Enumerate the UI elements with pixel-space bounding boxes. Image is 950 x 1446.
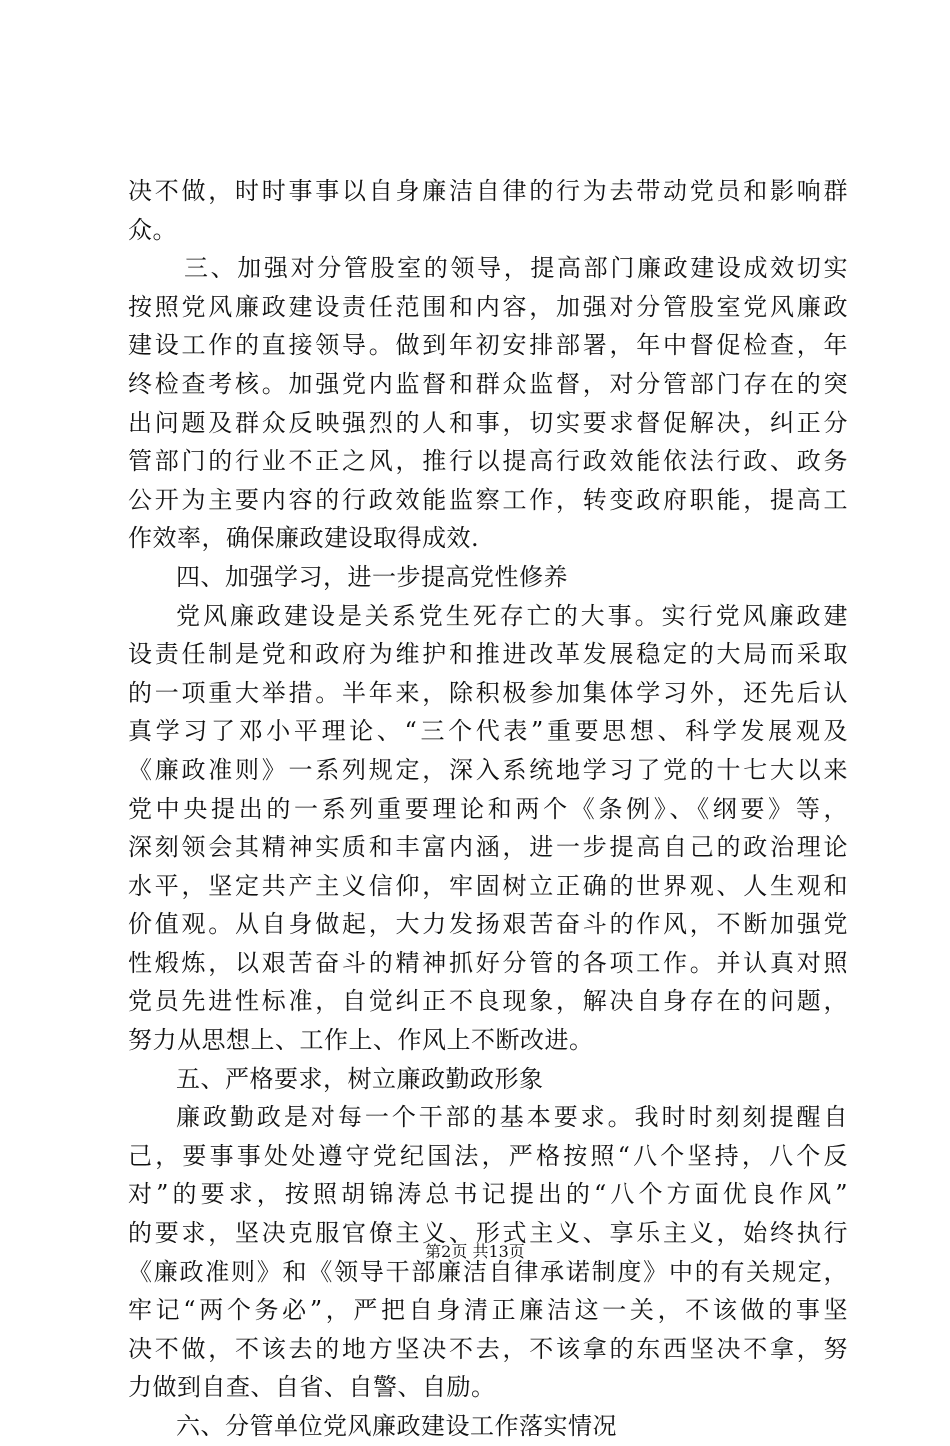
text-line: 努力从思想上、工作上、作风上不断改进。 (128, 1026, 594, 1055)
text-line: 管部门的行业不正之风，推行以提高行政效能依法行政、政务 (128, 447, 848, 476)
text-line: 真学习了邓小平理论、“三个代表”重要思想、科学发展观及 (128, 717, 848, 746)
paragraph-start: 廉政勤政是对每一个干部的基本要求。我时时刻刻提醒自 (176, 1103, 848, 1132)
text-line: 牢记“两个务必”，严把自身清正廉洁这一关，不该做的事坚 (128, 1296, 848, 1325)
paragraph-start: 党风廉政建设是关系党生死存亡的大事。实行党风廉政建 (176, 601, 848, 630)
text-line: 的要求，坚决克服官僚主义、形式主义、享乐主义，始终执行 (128, 1219, 848, 1248)
text-line: 《廉政准则》一系列规定，深入系统地学习了党的十七大以来 (128, 755, 848, 784)
text-line: 己，要事事处处遵守党纪国法，严格按照“八个坚持，八个反 (128, 1141, 848, 1170)
text-line: 力做到自查、自省、自警、自励。 (128, 1373, 496, 1402)
section-heading-6: 六、分管单位党风廉政建设工作落实情况 (176, 1412, 617, 1440)
text-line: 终检查考核。加强党内监督和群众监督，对分管部门存在的突 (128, 369, 848, 398)
text-line: 深刻领会其精神实质和丰富内涵，进一步提高自己的政治理论 (128, 833, 848, 862)
text-line: 的一项重大举措。半年来，除积极参加集体学习外，还先后认 (128, 678, 848, 707)
text-line: 党中央提出的一系列重要理论和两个《条例》、《纲要》等， (128, 794, 848, 823)
text-line: 水平，坚定共产主义信仰，牢固树立正确的世界观、人生观和 (128, 871, 848, 900)
text-line: 设责任制是党和政府为维护和推进改革发展稳定的大局而采取 (128, 640, 848, 669)
section-heading-4: 四、加强学习，进一步提高党性修养 (176, 562, 568, 591)
text-line: 公开为主要内容的行政效能监察工作，转变政府职能，提高工 (128, 485, 848, 514)
section-heading-3: 三、加强对分管股室的领导，提高部门廉政建设成效切实 (184, 254, 848, 283)
text-line: 建设工作的直接领导。做到年初安排部署，年中督促检查，年 (128, 331, 848, 360)
text-line: 作效率，确保廉政建设取得成效. (128, 524, 480, 553)
text-line: 决不做，时时事事以自身廉洁自律的行为去带动党员和影响群 (128, 177, 848, 205)
text-line: 决不做，不该去的地方坚决不去，不该拿的东西坚决不拿，努 (128, 1334, 848, 1363)
text-line: 按照党风廉政建设责任范围和内容，加强对分管股室党风廉政 (128, 292, 848, 321)
text-line: 对”的要求，按照胡锦涛总书记提出的“八个方面优良作风” (128, 1180, 848, 1209)
page-number-footer: 第2页 共13页 (425, 1242, 525, 1261)
text-line: 价值观。从自身做起，大力发扬艰苦奋斗的作风，不断加强党 (128, 910, 848, 939)
text-line: 出问题及群众反映强烈的人和事，切实要求督促解决，纠正分 (128, 408, 848, 437)
section-heading-5: 五、严格要求，树立廉政勤政形象 (176, 1064, 544, 1093)
text-line: 《廉政准则》和《领导干部廉洁自律承诺制度》中的有关规定， (128, 1257, 848, 1286)
text-line: 性煅炼，以艰苦奋斗的精神抓好分管的各项工作。并认真对照 (128, 948, 848, 977)
text-line: 党员先进性标准，自觉纠正不良现象，解决自身存在的问题， (128, 987, 848, 1016)
text-line: 众。 (128, 215, 177, 244)
